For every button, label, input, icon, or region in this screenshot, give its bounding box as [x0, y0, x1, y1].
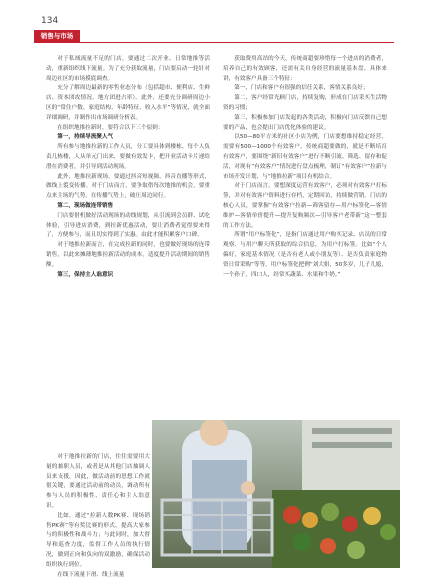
section-heading: 第二，现场做连带销售: [57, 202, 114, 209]
section-heading: 第一，持续导流聚人气: [57, 134, 114, 141]
left-column: [46, 55, 210, 280]
body-paragraph: 门店要借机做好活动现场的动线规划，从引流到会员群、试吃体验，引导进店消费，到拉新优惠活动，要让消费者觉得要来得了，方便参与，而且切实得到了实惠。由此才能积累客户口碑。: [46, 212, 210, 239]
supermarket-shopping-photo: [152, 420, 400, 568]
body-paragraph: 所有参与地推拉新的工作人员，分工要具体到楼栋、每个人负责几栋楼，人从单元门出来，要做有效发卡，把开业活动卡片递给潜在消费者，并引导到活动现场。: [46, 144, 210, 170]
body-paragraph: 第三，积极参加门店发起的各类活动，积极向门店反馈自己想要的产品，也会提出门店优化体验的建议。: [223, 114, 387, 131]
photo-illustration: [152, 420, 400, 568]
header-rule: [34, 42, 394, 43]
left-bottom-column: [46, 453, 150, 580]
section-tab: 销售与市场: [34, 30, 80, 42]
page-number: 134: [41, 16, 59, 26]
body-paragraph: 对于私域流量不足的门店，要通过二次开业、日常地推等活动，重新组织线下流量。为了充分获取流量，门店要启动一轮针对周边社区的市场摸底调查。: [46, 56, 210, 82]
body-paragraph: 在线下流量下滑、线上流量: [57, 571, 125, 578]
body-paragraph: 对于门店而言，要想深度运营有效客户，必须对有效客户打标签，并对有效客户资料进行存档，定期回访，持续做营销。门店的核心人员，要掌握“有效客户拉新—筛客留存—用户标签化—客情维护—客情单价提升—提升复购频次—引导客户老带新”这一整套的工作方法。: [223, 183, 387, 229]
body-paragraph: 获取费用高昂的今天，传统商超要珍惜每一个进店的消费者，培养自己的有效顾客，还需有关自身经营的流量基本盘。具体来讲，有效客户具备三个特征：: [223, 56, 387, 82]
body-paragraph: 第二，客户经常光顾门店，持续复购，形成在门店采买生活物资的习惯；: [223, 95, 387, 111]
body-paragraph: 此外，地推拉新现场，要通过抖音短视频、抖音直播等形式，做线上裂变传播。对于门店而言，要争取借每次地推的机会，要重点来主场的气势，在传播气势上，破圧周边同行。: [46, 173, 210, 200]
right-column: [223, 55, 387, 280]
body-paragraph: 在组织地推拉新时，要符合以下三个原则：: [57, 124, 164, 131]
body-paragraph: 所谓“用户标签化”，是指门店通过用户购买记录、店员的日常观察、与用户聊天所获取的综合信息，为用户打标签。比如“个人偏好，家庭基本情况（是否有老人或小朋友等）、是否负责家庭物资日常采购”等等，用户标签化把例“刘大姐，50多岁，儿子儿媳，一个孙子，四口人，经常买蔬菜、水果和牛奶。”: [223, 232, 387, 278]
body-paragraph: 充分了解周边最新的零售业态分布（包括超市、便利店、生鲜店、资本团攻情况、地方团进占率）。此外，还要充分调研周边小区的“常住户数、家庭结构、年龄特征、收入水平”等情况，就全面详细调研，并制作出市场调研分析表。: [46, 85, 210, 121]
body-paragraph: 以50—80平方米的社区小店为例，门店要想维持稳定经营，需要有500—1000个有效客户。传统商超要做的，就是不断培育有效客户，要围绕“新旧有效客户”进行不断引流、筛选、留存和促活，对现有“有效客户”情况进行盘点梳理，制订“有效客户”拉新与市场开发计划，与“地推拉新”项目有机结合。: [223, 134, 387, 180]
body-paragraph: 对于地推拉新的门店，往往需要用大量的兼职人员，或者是从其他门店抽调人员来支援。因此，做活动前的思想工作就很关键，要通过活动前的动员，调动所有参与人员的积极性、责任心和主人翁意识。: [46, 454, 150, 509]
section-heading: 第三，保持主人翁意识: [57, 271, 114, 278]
body-paragraph: 比如，通过“拉新人数PK赛、现场销售PK赛”等有奖比赛的形式，提高大家参与的积极性和战斗力；与此同时，加大督导和巡查力度，监督工作人员的执行情况，做到正向和负向的双激励，确保活动组织执行到位。: [46, 512, 150, 568]
body-paragraph: 第一，门店和客户有很强的信任关系，客情关系良好；: [234, 85, 369, 92]
body-paragraph: 对于地推拉新而言，在完成拉新的同时，也要做好现场的连带销售，以此来摊薄地推拉新活动的成本，适度提升活动期间的销售额。: [46, 242, 210, 268]
